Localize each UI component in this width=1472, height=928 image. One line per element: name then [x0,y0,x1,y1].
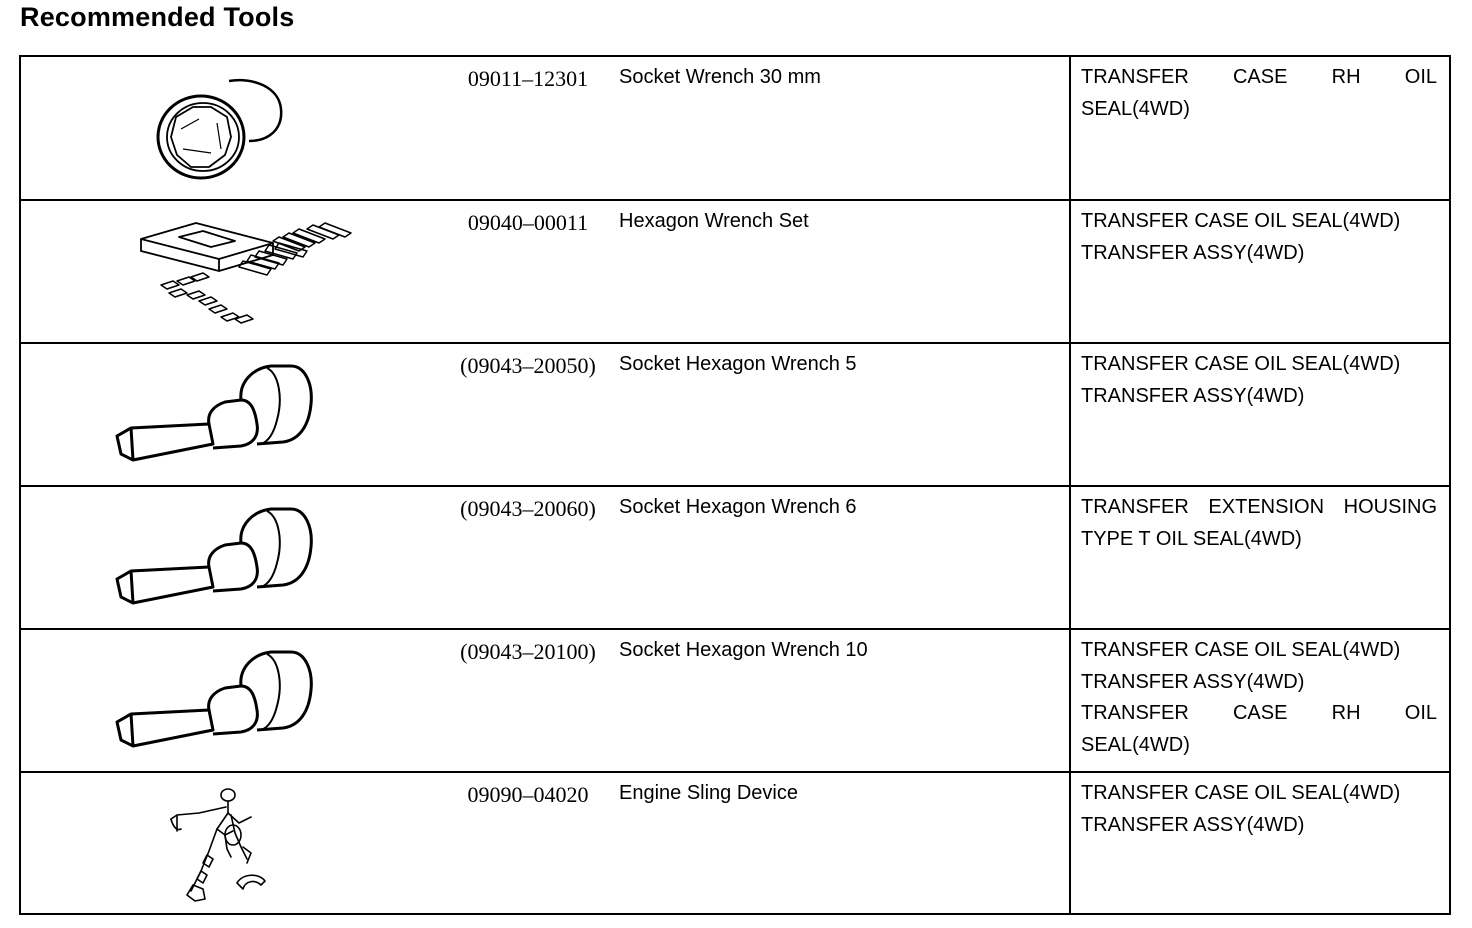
usage-line: TYPE T OIL SEAL(4WD) [1081,527,1302,550]
table-row [21,771,1449,913]
page-title: Recommended Tools [20,2,295,32]
tool-name: Socket Hexagon Wrench 10 [619,639,868,661]
usage-line: SEAL(4WD) [1081,733,1190,756]
usage-line: TRANSFER CASE OIL SEAL(4WD) [1081,782,1401,804]
usage-line: TRANSFER ASSY(4WD) [1081,813,1305,836]
part-number: (09043–20060) [460,496,596,521]
tool-name: Engine Sling Device [619,782,798,804]
tool-usage [1069,57,1449,199]
usage-line: SEAL(4WD) [1081,97,1190,120]
socket-hexagon-wrench-icon [21,630,431,771]
usage-line: TRANSFER CASE OIL SEAL(4WD) [1081,353,1401,375]
tool-name: Hexagon Wrench Set [619,210,809,232]
table-row [21,485,1449,628]
usage-line: TRANSFER EXTENSION HOUSING [1081,496,1437,518]
tool-usage [1069,630,1449,771]
tool-image-cell [21,344,431,485]
tool-usage [1069,201,1449,342]
table-row [21,57,1449,199]
part-number: (09043–20050) [460,353,596,378]
tool-usage [1069,344,1449,485]
part-number: 09040–00011 [467,210,589,235]
socket-wrench-icon [21,57,431,198]
table-row [21,342,1449,485]
tool-image-cell [21,773,431,913]
usage-line: TRANSFER CASE RH OIL [1081,702,1437,724]
usage-line: TRANSFER ASSY(4WD) [1081,241,1305,264]
hexagon-wrench-set-icon [21,201,431,342]
usage-line: TRANSFER CASE OIL SEAL(4WD) [1081,210,1401,232]
tool-image-cell [21,487,431,628]
tools-table [19,55,1451,915]
tool-image-cell [21,630,431,771]
usage-line: TRANSFER ASSY(4WD) [1081,670,1305,693]
part-number: (09043–20100) [460,639,596,664]
tool-image-cell [21,201,431,342]
tool-name: Socket Wrench 30 mm [619,66,821,88]
engine-sling-device-icon [21,773,431,914]
usage-line: TRANSFER ASSY(4WD) [1081,384,1305,407]
part-number: 09090–04020 [467,782,589,807]
part-number: 09011–12301 [467,66,589,91]
table-row [21,199,1449,342]
usage-line: TRANSFER CASE OIL SEAL(4WD) [1081,639,1401,661]
usage-line: TRANSFER CASE RH OIL [1081,66,1437,88]
tool-usage [1069,487,1449,628]
socket-hexagon-wrench-icon [21,344,431,485]
tool-image-cell [21,57,431,199]
table-row [21,628,1449,771]
tool-name: Socket Hexagon Wrench 5 [619,353,857,375]
tool-usage [1069,773,1449,913]
tool-name: Socket Hexagon Wrench 6 [619,496,857,518]
socket-hexagon-wrench-icon [21,487,431,628]
